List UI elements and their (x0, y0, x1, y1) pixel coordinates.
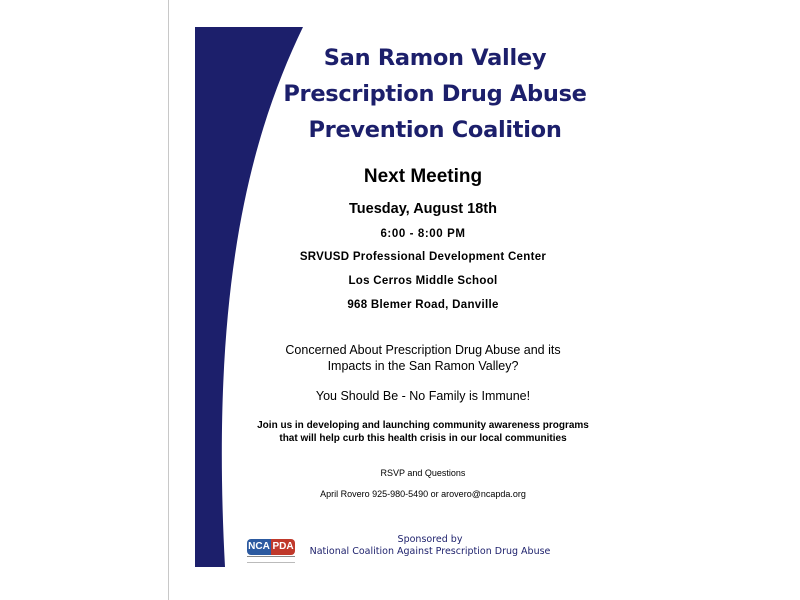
join-invitation (210, 419, 636, 445)
concern-line-2: Impacts in the San Ramon Valley? (327, 359, 519, 373)
join-line-1: Join us in developing and launching community awareness programs (257, 420, 589, 431)
title-line-2: Prescription Drug Abuse (283, 81, 587, 107)
meeting-venue: SRVUSD Professional Development Center (299, 251, 547, 263)
title-line-1: San Ramon Valley (323, 45, 547, 71)
concern-line-1: Concerned About Prescription Drug Abuse and its (285, 343, 561, 357)
concern-question (210, 342, 636, 374)
coalition-title (260, 40, 610, 148)
contact-info: April Rovero 925-980-5490 or arovero@ncapda.org (320, 489, 526, 499)
rsvp-label: RSVP and Questions (380, 468, 466, 478)
logo-pda-text: PDA (271, 539, 295, 555)
page-edge-divider (168, 0, 169, 600)
meeting-time: 6:00 - 8:00 PM (380, 228, 466, 240)
meeting-address: 968 Blemer Road, Danville (347, 299, 499, 311)
sponsored-by-label: Sponsored by (397, 534, 463, 545)
meeting-date: Tuesday, August 18th (349, 201, 497, 217)
title-line-3: Prevention Coalition (308, 117, 562, 143)
join-line-2: that will help curb this health crisis in our local communities (279, 433, 567, 444)
ncapda-logo (247, 539, 295, 563)
logo-tagline-mark (247, 556, 295, 563)
next-meeting-heading: Next Meeting (363, 166, 483, 187)
sponsor-name: National Coalition Against Prescription Drug Abuse (309, 546, 551, 557)
immune-statement: You Should Be - No Family is Immune! (315, 389, 531, 403)
meeting-school: Los Cerros Middle School (348, 275, 498, 287)
logo-nca-text: NCA (247, 539, 271, 555)
